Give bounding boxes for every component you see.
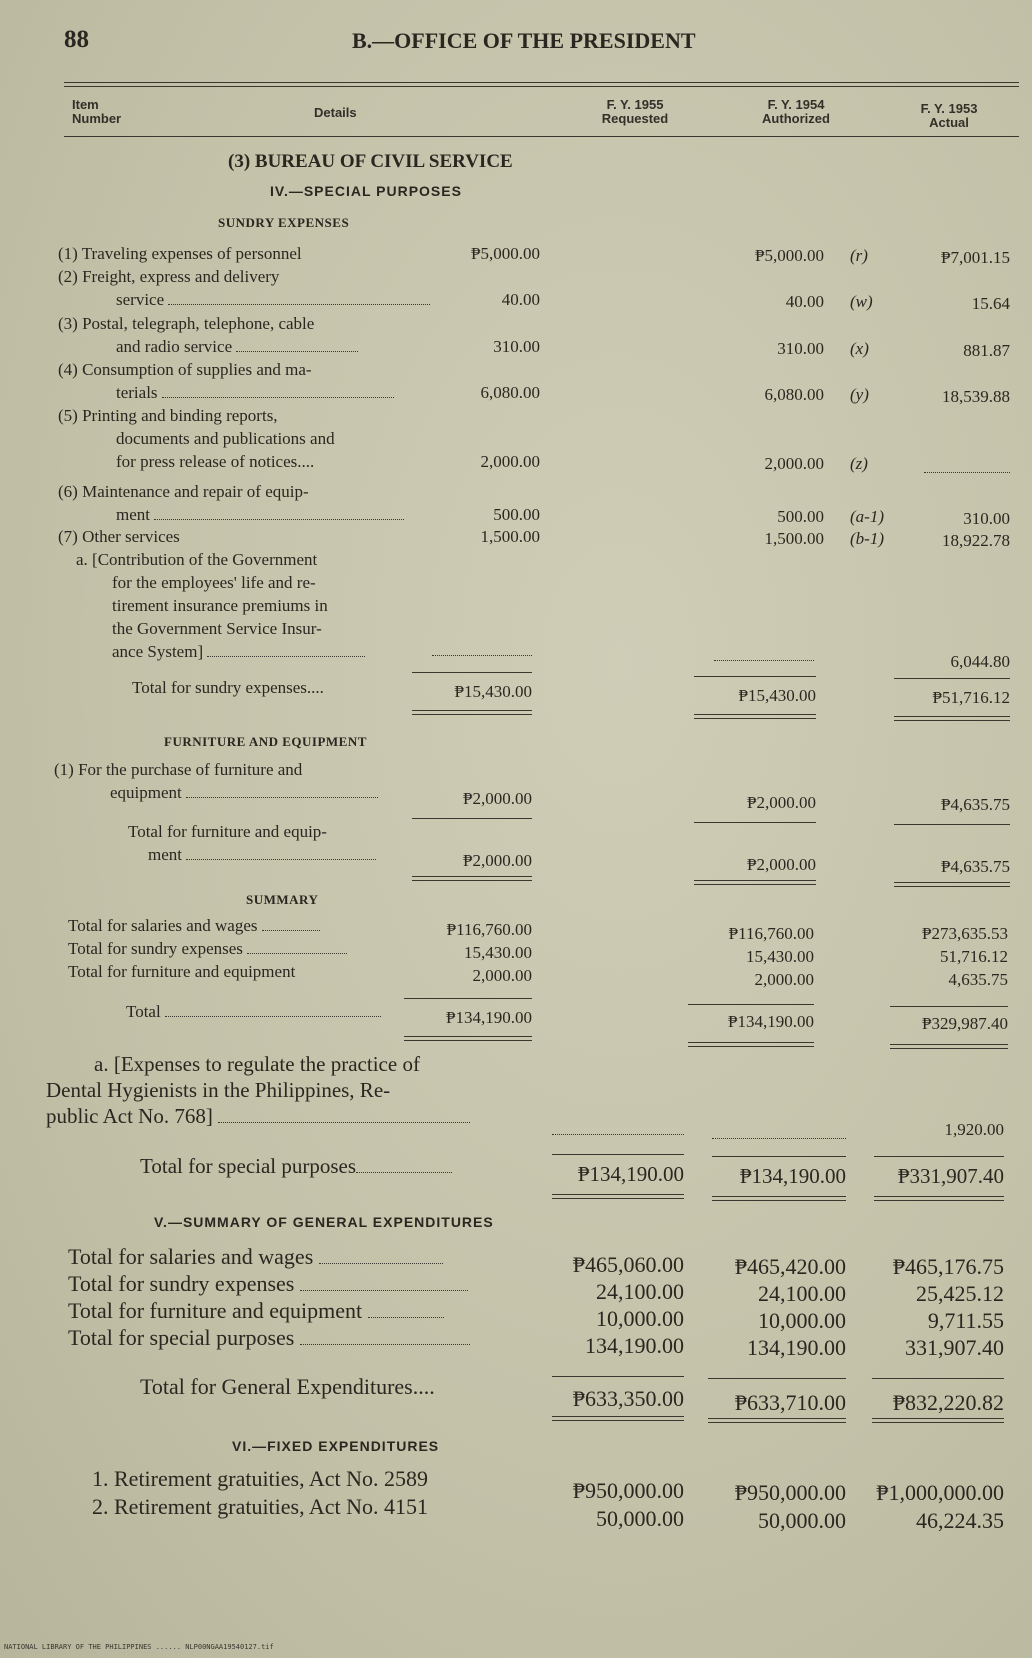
col-fy1954: F. Y. 1954 Authorized <box>762 97 830 126</box>
summary-total-authorized: ₱134,190.00 <box>728 1012 814 1031</box>
section-v-row-2-label: Total for sundry expenses <box>68 1271 468 1297</box>
section-vi-heading: VI.—FIXED EXPENDITURES <box>232 1438 440 1454</box>
section-v-row-2-fy1954: 24,100.00 <box>758 1281 846 1306</box>
furniture-item-line-2: equipment <box>110 783 378 803</box>
summary-row-1-authorized: ₱116,760.00 <box>728 924 814 943</box>
sundry-item-5-ref: (z) <box>850 454 868 473</box>
section-v-row-3-label: Total for furniture and equipment <box>68 1298 444 1324</box>
sundry-item-5-amount: 2,000.00 <box>480 452 540 471</box>
contribution-line-1: a. [Contribution of the Government <box>76 550 318 569</box>
dental-line-3: public Act No. 768] <box>46 1104 470 1129</box>
summary-row-1-amount: ₱116,760.00 <box>446 920 532 939</box>
sundry-item-5-line-3: for press release of notices.... <box>116 452 315 471</box>
furniture-item-line-1: (1) For the purchase of furniture and <box>54 760 303 779</box>
sundry-total-label: Total for sundry expenses.... <box>132 678 324 697</box>
section-v-heading: V.—SUMMARY OF GENERAL EXPENDITURES <box>154 1214 494 1230</box>
contribution-line-5: ance System] <box>112 642 365 662</box>
sundry-item-6-ref: (a-1) <box>850 507 884 526</box>
section-v-row-4-fy1954: 134,190.00 <box>747 1335 846 1360</box>
furniture-heading: FURNITURE AND EQUIPMENT <box>164 734 367 749</box>
furniture-total-authorized: ₱2,000.00 <box>747 855 816 874</box>
section-v-row-4-fy1953: 331,907.40 <box>905 1335 1004 1360</box>
sundry-item-3-line-2: and radio service <box>116 337 358 357</box>
sundry-item-5-line-2: documents and publications and <box>116 429 335 448</box>
footer-scan-info: NATIONAL LIBRARY OF THE PHILIPPINES ...... NLP00NGAA19540127.tif <box>4 1643 274 1651</box>
summary-row-1-actual: ₱273,635.53 <box>922 924 1008 943</box>
special-total-fy1953: ₱331,907.40 <box>897 1164 1004 1188</box>
section-v-total-label: Total for General Expenditures.... <box>140 1374 435 1399</box>
summary-row-2-actual: 51,716.12 <box>940 947 1008 966</box>
sundry-item-7-line-1: (7) Other services <box>58 527 180 546</box>
section-v-row-3-fy1954: 10,000.00 <box>758 1308 846 1333</box>
sundry-item-1-amount: ₱5,000.00 <box>471 244 540 263</box>
sundry-total-authorized: ₱15,430.00 <box>738 686 816 705</box>
summary-row-3-authorized: 2,000.00 <box>754 970 814 989</box>
sundry-item-2-ref: (w) <box>850 292 873 311</box>
sundry-item-1-line-1: (1) Traveling expenses of personnel <box>58 244 302 263</box>
section-v-row-1-label: Total for salaries and wages <box>68 1244 443 1270</box>
sundry-item-6-line-2: ment <box>116 505 404 525</box>
bureau-heading: (3) BUREAU OF CIVIL SERVICE <box>228 151 513 172</box>
section-v-row-1-fy1955: ₱465,060.00 <box>572 1252 684 1277</box>
sundry-item-3-amount: 310.00 <box>493 337 540 356</box>
contribution-line-4: the Government Service Insur- <box>112 619 322 638</box>
section-vi-row-2-fy1954: 50,000.00 <box>758 1508 846 1533</box>
col-item-number: Item Number <box>72 97 122 126</box>
sundry-item-2-amount: 40.00 <box>501 290 540 309</box>
summary-row-3-actual: 4,635.75 <box>948 970 1008 989</box>
sundry-item-2-line-2: service <box>116 290 430 310</box>
section-vi-row-1-fy1953: ₱1,000,000.00 <box>876 1480 1004 1505</box>
section-v-row-2-fy1953: 25,425.12 <box>916 1281 1004 1306</box>
section-vi-row-1-label: 1. Retirement gratuities, Act No. 2589 <box>92 1466 429 1491</box>
sundry-item-7-amount: 1,500.00 <box>480 527 540 546</box>
summary-row-2-label: Total for sundry expenses <box>68 939 347 959</box>
section-v-row-3-fy1953: 9,711.55 <box>927 1308 1004 1333</box>
sundry-item-7-actual: 18,922.78 <box>942 531 1010 550</box>
section-v-total-fy1955: ₱633,350.00 <box>572 1386 684 1411</box>
special-total-row: Total for special purposes <box>140 1154 452 1179</box>
sundry-item-2-authorized: 40.00 <box>785 292 824 311</box>
sundry-item-5-line-1: (5) Printing and binding reports, <box>58 406 278 425</box>
sundry-item-2-actual: 15.64 <box>971 294 1010 313</box>
sundry-item-6-amount: 500.00 <box>493 505 540 524</box>
section-v-row-3-fy1955: 10,000.00 <box>596 1306 684 1331</box>
sundry-item-3-actual: 881.87 <box>963 341 1010 360</box>
section-v-row-1-fy1954: ₱465,420.00 <box>734 1254 846 1279</box>
section-vi-row-1-fy1954: ₱950,000.00 <box>734 1480 846 1505</box>
section-vi-row-2-fy1953: 46,224.35 <box>916 1508 1004 1533</box>
dental-line-1: a. [Expenses to regulate the practice of <box>94 1052 420 1076</box>
summary-row-1-label: Total for salaries and wages <box>68 916 320 936</box>
furniture-actual: ₱4,635.75 <box>941 795 1010 814</box>
sundry-item-4-authorized: 6,080.00 <box>764 385 824 404</box>
col-details: Details <box>314 105 357 120</box>
page-number: 88 <box>64 26 89 53</box>
section-v-row-4-fy1955: 134,190.00 <box>585 1333 684 1358</box>
sundry-total-actual: ₱51,716.12 <box>932 688 1010 707</box>
summary-total-row: Total <box>126 1002 381 1022</box>
summary-total-amount: ₱134,190.00 <box>446 1008 532 1027</box>
dental-line-2: Dental Hygienists in the Philippines, Re- <box>46 1078 391 1102</box>
sundry-item-5-actual-blank <box>924 472 1010 473</box>
section-v-total-fy1954: ₱633,710.00 <box>734 1390 846 1415</box>
furniture-amount: ₱2,000.00 <box>463 789 532 808</box>
contribution-line-3: tirement insurance premiums in <box>112 596 328 615</box>
summary-row-2-authorized: 15,430.00 <box>746 947 814 966</box>
sundry-item-1-authorized: ₱5,000.00 <box>755 246 824 265</box>
section-v-row-1-fy1953: ₱465,176.75 <box>892 1254 1004 1279</box>
section-v-total-fy1953: ₱832,220.82 <box>892 1390 1004 1415</box>
col-fy1953: F. Y. 1953 Actual <box>920 101 978 130</box>
sundry-item-4-actual: 18,539.88 <box>942 387 1010 406</box>
section-vi-row-2-label: 2. Retirement gratuities, Act No. 4151 <box>92 1494 429 1519</box>
sundry-item-5-authorized: 2,000.00 <box>764 454 824 473</box>
summary-row-2-amount: 15,430.00 <box>464 943 532 962</box>
sundry-item-4-amount: 6,080.00 <box>480 383 540 402</box>
summary-row-3-amount: 2,000.00 <box>472 966 532 985</box>
sundry-item-6-actual: 310.00 <box>963 509 1010 528</box>
special-total-fy1954: ₱134,190.00 <box>739 1164 846 1188</box>
section-v-row-4-label: Total for special purposes <box>68 1325 470 1351</box>
furniture-total-actual: ₱4,635.75 <box>941 857 1010 876</box>
page-title: B.—OFFICE OF THE PRESIDENT <box>352 28 696 53</box>
sundry-item-3-ref: (x) <box>850 339 869 358</box>
special-total-fy1955: ₱134,190.00 <box>577 1162 684 1186</box>
sundry-item-7-authorized: 1,500.00 <box>764 529 824 548</box>
furniture-total-line-1: Total for furniture and equip- <box>128 822 327 841</box>
sundry-item-7-ref: (b-1) <box>850 529 884 548</box>
sundry-item-2-line-1: (2) Freight, express and delivery <box>58 267 280 286</box>
contribution-line-2: for the employees' life and re- <box>112 573 316 592</box>
sundry-item-3-line-1: (3) Postal, telegraph, telephone, cable <box>58 314 315 333</box>
sundry-item-6-line-1: (6) Maintenance and repair of equip- <box>58 482 309 501</box>
sundry-item-1-actual: ₱7,001.15 <box>941 248 1010 267</box>
contribution-actual: 6,044.80 <box>950 652 1010 671</box>
sundry-total-amount: ₱15,430.00 <box>454 682 532 701</box>
summary-total-actual: ₱329,987.40 <box>922 1014 1008 1033</box>
sundry-item-1-ref: (r) <box>850 246 868 265</box>
sundry-heading: SUNDRY EXPENSES <box>218 215 350 230</box>
section-v-row-2-fy1955: 24,100.00 <box>596 1279 684 1304</box>
section-vi-row-2-fy1955: 50,000.00 <box>596 1506 684 1531</box>
section-iv-heading: IV.—SPECIAL PURPOSES <box>270 183 462 199</box>
sundry-item-6-authorized: 500.00 <box>777 507 824 526</box>
summary-row-3-label: Total for furniture and equipment <box>68 962 296 981</box>
section-vi-row-1-fy1955: ₱950,000.00 <box>572 1478 684 1503</box>
sundry-item-4-ref: (y) <box>850 385 869 404</box>
sundry-item-4-line-2: terials <box>116 383 394 403</box>
furniture-total-amount: ₱2,000.00 <box>463 851 532 870</box>
furniture-total-line-2: ment <box>148 845 376 865</box>
summary-heading: SUMMARY <box>246 892 319 907</box>
furniture-authorized: ₱2,000.00 <box>747 793 816 812</box>
sundry-item-3-authorized: 310.00 <box>777 339 824 358</box>
col-fy1955: F. Y. 1955 Requested <box>601 97 669 126</box>
dental-actual: 1,920.00 <box>944 1120 1004 1139</box>
sundry-item-4-line-1: (4) Consumption of supplies and ma- <box>58 360 312 379</box>
